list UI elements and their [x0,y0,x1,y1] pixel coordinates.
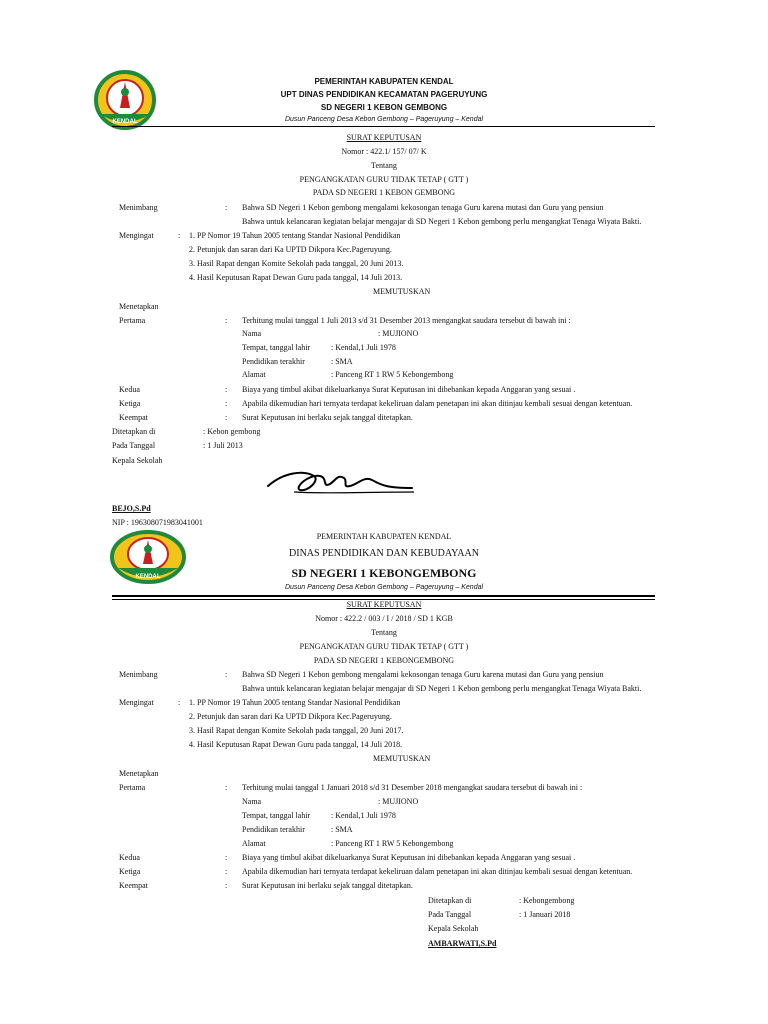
memutuskan: MEMUTUSKAN [373,287,431,296]
colon: : [225,783,228,792]
ditetapkan-label: Ditetapkan di [428,896,472,905]
mengingat-4: 4. Hasil Keputusan Rapat Dewan Guru pada tanggal, 14 Juli 2018. [189,740,403,749]
ketiga-text: Apabila dikemudian hari ternyata terdapat kekeliruan dalam penetapan ini akan ditinjau kembali sesuai dengan ketentuan. [242,867,633,876]
header-line-3: SD NEGERI 1 KEBONGEMBONG [291,566,477,580]
alamat-value: : Panceng RT 1 RW 5 Kebongembong [331,370,454,379]
signature-icon [264,462,416,498]
svg-text:KENDAL: KENDAL [135,574,161,580]
colon: : [178,698,181,707]
letter-number: Nomor : 422.1/ 157/ 07/ K [341,147,427,156]
colon: : [225,853,228,862]
pendidikan-value: : SMA [331,825,353,834]
mengingat-2: 2. Petunjuk dan saran dari Ka UPTD Dikpora Kec.Pageruyung. [189,245,392,254]
menetapkan-label: Menetapkan [119,302,159,311]
memutuskan: MEMUTUSKAN [373,754,431,763]
subject-line-1: PENGANGKATAN GURU TIDAK TETAP ( GTT ) [299,642,469,651]
ketiga-text: Apabila dikemudian hari ternyata terdapat kekeliruan dalam penetapan ini akan ditinjau kembali sesuai dengan ketentuan. [242,399,633,408]
menimbang-1: Bahwa SD Negeri 1 Kebon gembong mengalami kekosongan tenaga Guru karena mutasi dan Guru yang pensiun [242,670,604,679]
alamat-label: Alamat [242,370,266,379]
mengingat-3: 3. Hasil Rapat dengan Komite Sekolah pada tanggal, 20 Juni 2017. [189,726,404,735]
kepala-sekolah: Kepala Sekolah [112,456,163,465]
tanggal-label: Pada Tanggal [428,910,472,919]
menimbang-2: Bahwa untuk kelancaran kegiatan belajar mengajar di SD Negeri 1 Kebon gembong perlu mengangkat Tenaga Wiyata Bakti. [242,684,642,693]
header-rule [112,595,655,597]
ketiga-label: Ketiga [119,399,141,408]
ttl-value: : Kendal,1 Juli 1978 [331,811,396,820]
signer-name: AMBARWATI,S.Pd [428,939,497,948]
colon: : [225,399,228,408]
nama-label: Nama [242,797,262,806]
mengingat-1: 1. PP Nomor 19 Tahun 2005 tentang Standar Nasional Pendidikan [189,231,401,240]
mengingat-2: 2. Petunjuk dan saran dari Ka UPTD Dikpora Kec.Pageruyung. [189,712,392,721]
header-rule [112,126,655,127]
subject-line-1: PENGANGKATAN GURU TIDAK TETAP ( GTT ) [299,175,469,184]
kedua-text: Biaya yang timbul akibat dikeluarkanya Surat Keputusan ini dibebankan kepada Anggaran yang sesuai . [242,853,576,862]
kedua-label: Kedua [119,385,140,394]
tentang: Tentang [371,628,397,637]
header-address: Dusun Panceng Desa Kebon Gembong – Pageruyung – Kendal [284,116,484,123]
nama-label: Nama [242,329,262,338]
nama-value: : MUJIONO [378,329,419,338]
keempat-text: Surat Keputusan ini berlaku sejak tanggal ditetapkan. [242,881,413,890]
menimbang-1: Bahwa SD Negeri 1 Kebon gembong mengalami kekosongan tenaga Guru karena mutasi dan Guru yang pensiun [242,203,604,212]
svg-text:KENDAL: KENDAL [112,119,138,125]
pendidikan-value: : SMA [331,357,353,366]
ttl-label: Tempat, tanggal lahir [242,343,311,352]
nama-value: : MUJIONO [378,797,419,806]
letter-title: SURAT KEPUTUSAN [346,600,422,609]
pendidikan-label: Pendidikan terakhir [242,357,305,366]
colon: : [225,670,228,679]
letter-number: Nomor : 422.2 / 003 / I / 2018 / SD 1 KGB [315,614,453,623]
ditetapkan-value: : Kebongembong [519,896,575,905]
kepala-sekolah: Kepala Sekolah [428,924,479,933]
menimbang-label: Menimbang [119,203,158,212]
ditetapkan-label: Ditetapkan di [112,427,156,436]
header-line-3: SD NEGERI 1 KEBON GEMBONG [320,103,448,112]
pertama-label: Pertama [119,316,146,325]
header-line-1: PEMERINTAH KABUPATEN KENDAL [314,77,454,86]
pertama-label: Pertama [119,783,146,792]
tanggal-value: : 1 Januari 2018 [519,910,571,919]
letter-title: SURAT KEPUTUSAN [346,133,422,142]
colon: : [225,385,228,394]
header-line-1: PEMERINTAH KABUPATEN KENDAL [316,532,452,541]
mengingat-1: 1. PP Nomor 19 Tahun 2005 tentang Standar Nasional Pendidikan [189,698,401,707]
header-line-2: DINAS PENDIDIKAN DAN KEBUDAYAAN [289,548,479,559]
subject-line-2: PADA SD NEGERI 1 KEBON GEMBONG [312,188,456,197]
kedua-text: Biaya yang timbul akibat dikeluarkanya Surat Keputusan ini dibebankan kepada Anggaran yang sesuai . [242,385,576,394]
ketiga-label: Ketiga [119,867,141,876]
mengingat-label: Mengingat [119,231,154,240]
keempat-label: Keempat [119,413,148,422]
menetapkan-label: Menetapkan [119,769,159,778]
ttl-label: Tempat, tanggal lahir [242,811,311,820]
signer-nip: NIP : 196308071983041001 [112,518,203,527]
pendidikan-label: Pendidikan terakhir [242,825,305,834]
keempat-text: Surat Keputusan ini berlaku sejak tanggal ditetapkan. [242,413,413,422]
pertama-text: Terhitung mulai tanggal 1 Juli 2013 s/d 31 Desember 2013 mengangkat saudara tersebut di bawah ini : [242,316,571,325]
tentang: Tentang [371,161,397,170]
mengingat-3: 3. Hasil Rapat dengan Komite Sekolah pada tanggal, 20 Juni 2013. [189,259,404,268]
subject-line-2: PADA SD NEGERI 1 KEBONGEMBONG [313,656,455,665]
kedua-label: Kedua [119,853,140,862]
tanggal-value: : 1 Juli 2013 [203,441,243,450]
pertama-text: Terhitung mulai tanggal 1 Januari 2018 s/d 31 Desember 2018 mengangkat saudara tersebut di bawah ini : [242,783,583,792]
tanggal-label: Pada Tanggal [112,441,156,450]
menimbang-label: Menimbang [119,670,158,679]
mengingat-label: Mengingat [119,698,154,707]
colon: : [225,867,228,876]
ttl-value: : Kendal,1 Juli 1978 [331,343,396,352]
colon: : [225,316,228,325]
colon: : [225,413,228,422]
colon: : [225,203,228,212]
mengingat-4: 4. Hasil Keputusan Rapat Dewan Guru pada tanggal, 14 Juli 2013. [189,273,403,282]
menimbang-2: Bahwa untuk kelancaran kegiatan belajar mengajar di SD Negeri 1 Kebon gembong perlu mengangkat Tenaga Wiyata Bakti. [242,217,642,226]
colon: : [178,231,181,240]
alamat-value: : Panceng RT 1 RW 5 Kebongembong [331,839,454,848]
colon: : [225,881,228,890]
keempat-label: Keempat [119,881,148,890]
ditetapkan-value: : Kebon gembong [203,427,261,436]
header-address: Dusun Panceng Desa Kebon Gembong – Pageruyung – Kendal [284,584,484,591]
alamat-label: Alamat [242,839,266,848]
header-line-2: UPT DINAS PENDIDIKAN KECAMATAN PAGERUYUNG [280,90,488,99]
signer-name: BEJO,S.Pd [112,504,151,513]
